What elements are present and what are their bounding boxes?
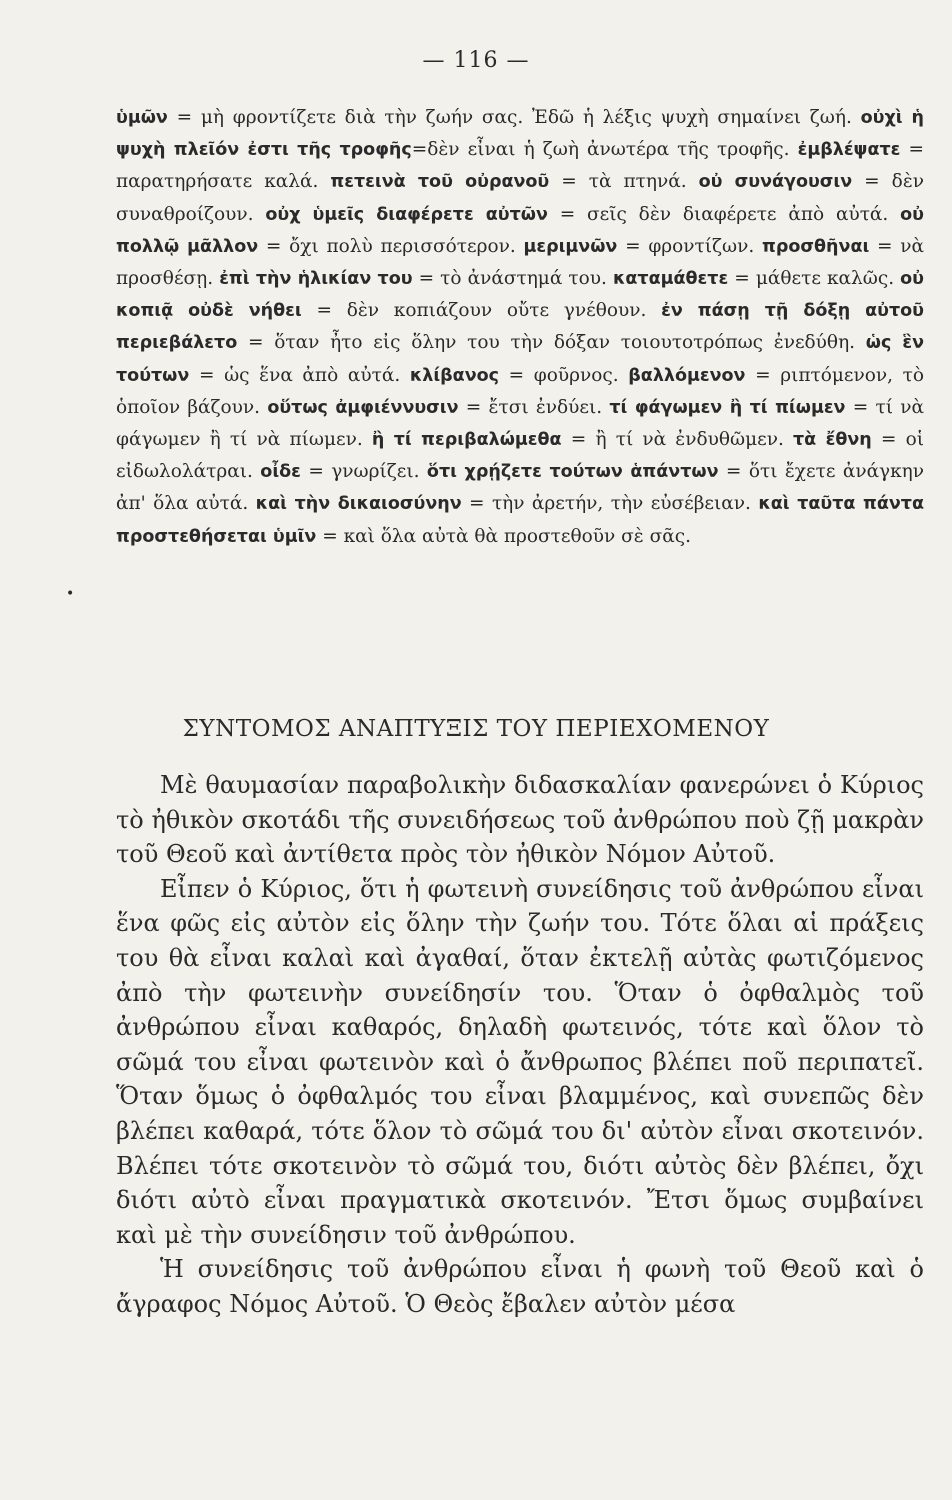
note-term: τὰ ἔθνη — [793, 430, 872, 451]
note-term: οὕτως ἀμφιέννυσιν — [267, 397, 459, 418]
note-definition: = ὡς ἕνα ἀπὸ αὐτά. — [189, 364, 410, 386]
margin-mark: • — [66, 586, 75, 602]
note-definition: = παρατηρήσατε καλά. — [116, 139, 924, 193]
note-definition: = μὴ φροντίζετε διὰ τὴν ζωήν σας. Ἐδῶ ἡ λέξις ψυχὴ σημαίνει ζωή. — [167, 107, 861, 128]
note-definition: = καὶ ὅλα αὐτὰ θὰ προστεθοῦν σὲ σᾶς. — [316, 525, 691, 547]
note-definition: = τί νὰ φάγωμεν ἢ τί νὰ πίωμεν. — [116, 396, 924, 451]
note-term: ὅτι χρῄζετε τούτων ἁπάντων — [426, 462, 719, 483]
note-definition: = μάθετε καλῶς. — [728, 268, 901, 290]
note-term: καὶ ταῦτα πάντα προστεθήσεται ὑμῖν — [116, 494, 925, 547]
note-term: πετεινὰ τοῦ οὐρανοῦ — [330, 172, 550, 193]
note-term: οὐχ ὑμεῖς διαφέρετε αὐτῶν — [265, 204, 548, 225]
note-definition: = ὄχι πολὺ περισσότερον. — [258, 235, 524, 257]
note-definition: = δὲν συναθροίζουν. — [116, 171, 924, 225]
vocabulary-notes — [116, 102, 924, 553]
note-term: κλίβανος — [409, 365, 500, 386]
note-term: οὐ συνάγουσιν — [698, 172, 853, 193]
note-definition: = φροντίζων. — [617, 235, 763, 257]
note-definition: = σεῖς δὲν διαφέρετε ἀπὸ αὐτά. — [547, 203, 901, 225]
note-term: ὑμῶν — [116, 108, 168, 128]
note-term: καταμάθετε — [612, 269, 729, 290]
paragraph: Εἶπεν ὁ Κύριος, ὅτι ἡ φωτεινὴ συνείδησις τοῦ ἀνθρώπου εἶναι ἕνα φῶς εἰς αὐτὸν εἰς ὅλην τὴν ζωήν του. Τότε ὅλαι αἱ πράξεις του θὰ εἶναι καλαὶ καὶ ἀγαθαί, ὅταν ἐκτελῇ αὐτὰς φωτιζόμενος ἀπὸ τὴν φωτεινὴν συνείδησίν του. Ὅταν ὁ ὀφθαλμὸς τοῦ ἀνθρώπου εἶναι καθαρός, δηλαδὴ φωτεινός, τότε καὶ ὅλον τὸ σῶμά του εἶναι φωτεινὸν καὶ ὁ ἄνθρωπος βλέπει ποῦ περιπατεῖ. Ὅταν ὅμως ὁ ὀφθαλμός του εἶναι βλαμμένος, καὶ συνεπῶς δὲν βλέπει καθαρά, τότε ὅλον τὸ σῶμά του δι' αὐτὸν εἶναι σκοτεινόν. Βλέπει τότε σκοτεινὸν τὸ σῶμά του, διότι αὐτὸς δὲν βλέπει, ὄχι διότι αὐτὸ εἶναι πραγματικὰ σκοτεινόν. Ἔτσι ὅμως συμβαίνει καὶ μὲ τὴν συνείδησιν τοῦ ἀνθρώπου. — [116, 874, 924, 1249]
note-term: προσθῆναι — [762, 236, 870, 257]
note-definition: = ριπτόμενον, τὸ ὁποῖον βάζουν. — [116, 364, 925, 418]
note-term: οὐχὶ ἡ ψυχὴ πλεῖόν ἐστι τῆς τροφῆς — [116, 108, 925, 161]
note-term: μεριμνῶν — [523, 236, 618, 257]
summary-body — [116, 768, 924, 1322]
note-definition: = τὰ πτηνά. — [549, 171, 699, 193]
note-definition: = τὸ ἀνάστημά του. — [412, 268, 613, 290]
note-definition: = φοῦρνος. — [499, 364, 629, 386]
note-definition: = ἢ τί νὰ ἐνδυθῶμεν. — [561, 429, 794, 451]
note-definition: = ὅταν ἦτο εἰς ὅλην του τὴν δόξαν τοιουτοτρόπως ἐνεδύθη. — [237, 332, 866, 354]
note-term: ἐν πάσῃ τῇ δόξῃ αὐτοῦ περιεβάλετο — [116, 301, 924, 354]
note-term: οὐ κοπιᾷ οὐδὲ νήθει — [116, 269, 924, 322]
note-term: τί φάγωμεν ἢ τί πίωμεν — [609, 397, 846, 418]
note-term: ἢ τί περιβαλώμεθα — [371, 430, 562, 451]
note-term: οὐ πολλῷ μᾶλλον — [116, 204, 924, 257]
section-title: ΣΥΝΤΟΜΟΣ ΑΝΑΠΤΥΞΙΣ ΤΟΥ ΠΕΡΙΕΧΟΜΕΝΟΥ — [182, 716, 770, 742]
note-definition: = οἱ εἰδωλολάτραι. — [116, 429, 925, 483]
note-term: ὡς ἓν τούτων — [116, 333, 924, 386]
note-definition: = ὅτι ἔχετε ἀνάγκην ἀπ' ὅλα αὐτά. — [116, 461, 925, 515]
note-definition: = δὲν κοπιάζουν οὔτε γνέθουν. — [301, 300, 662, 322]
note-term: οἶδε — [260, 462, 301, 483]
page-number: — 116 — — [422, 48, 530, 73]
note-definition: = γνωρίζει. — [300, 461, 427, 483]
note-term: ἐμβλέψατε — [797, 140, 901, 161]
note-definition: = νὰ προσθέσῃ. — [116, 235, 924, 290]
paragraph: Μὲ θαυμασίαν παραβολικὴν διδασκαλίαν φανερώνει ὁ Κύριος τὸ ἠθικὸν σκοτάδι τῆς συνειδήσεως τοῦ ἀνθρώπου ποὺ ζῇ μακρὰν τοῦ Θεοῦ καὶ ἀντίθετα πρὸς τὸν ἠθικὸν Νόμον Αὐτοῦ. — [116, 771, 924, 869]
paragraph: Ἡ συνείδησις τοῦ ἀνθρώπου εἶναι ἡ φωνὴ τοῦ Θεοῦ καὶ ὁ ἄγραφος Νόμος Αὐτοῦ. Ὁ Θεὸς ἔβαλεν αὐτὸν μέσα — [116, 1255, 924, 1318]
note-term: βαλλόμενον — [628, 365, 746, 386]
note-definition: = ἔτσι ἐνδύει. — [458, 396, 610, 418]
note-definition: = τὴν ἀρετήν, τὴν εὐσέβειαν. — [461, 493, 759, 515]
note-term: καὶ τὴν δικαιοσύνην — [255, 494, 462, 515]
note-definition: =δὲν εἶναι ἡ ζωὴ ἀνωτέρα τῆς τροφῆς. — [411, 139, 798, 161]
note-term: ἐπὶ τὴν ἡλικίαν του — [219, 269, 413, 290]
